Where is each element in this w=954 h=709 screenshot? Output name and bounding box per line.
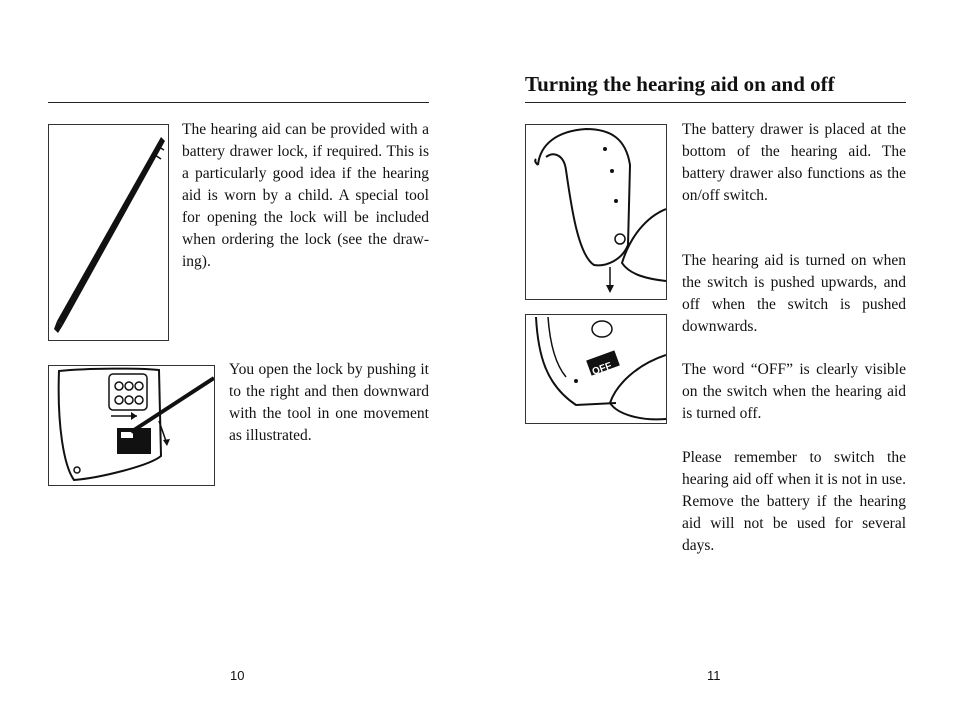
remember-switch-off-note: Please remember to switch the hearing aid off when it is not in use. Remove the battery if the hearing aid will not be used for several days.	[682, 449, 906, 554]
section-title: Turning the hearing aid on and off	[525, 72, 835, 96]
right-header-rule	[525, 102, 906, 103]
lock-opening-illustration	[48, 365, 215, 486]
page-number-right: 11	[707, 668, 721, 683]
hearing-aid-illustration	[525, 124, 667, 300]
lock-tool-drawing	[49, 125, 168, 340]
off-switch-label: OFF	[590, 360, 614, 378]
turn-on-off-description: The hearing aid is turned on when the switch is pushed upwards, and off when the switch is pushed downwards.	[682, 252, 906, 335]
off-switch-illustration	[525, 314, 667, 424]
left-header-rule	[48, 102, 429, 103]
lock-description: The hearing aid can be provided with a battery drawer lock, if required. This is a particularly good idea if the hearing aid is worn by a child. A special tool for opening the lock will be included when ordering the lock (see the drawing).	[182, 121, 429, 270]
hearing-aid-drawing	[526, 125, 666, 299]
open-lock-description: You open the lock by pushing it to the right and then downward with the tool in one movement as illustrated.	[229, 361, 429, 444]
lock-tool-illustration	[48, 124, 169, 341]
battery-drawer-description: The battery drawer is placed at the bottom of the hearing aid. The battery drawer also functions as the on/off switch.	[682, 121, 906, 204]
page-number-left: 10	[230, 668, 245, 683]
off-switch-drawing	[526, 315, 666, 423]
lock-opening-drawing	[49, 366, 214, 485]
off-word-description: The word “OFF” is clearly visible on the switch when the hearing aid is turned off.	[682, 361, 906, 422]
